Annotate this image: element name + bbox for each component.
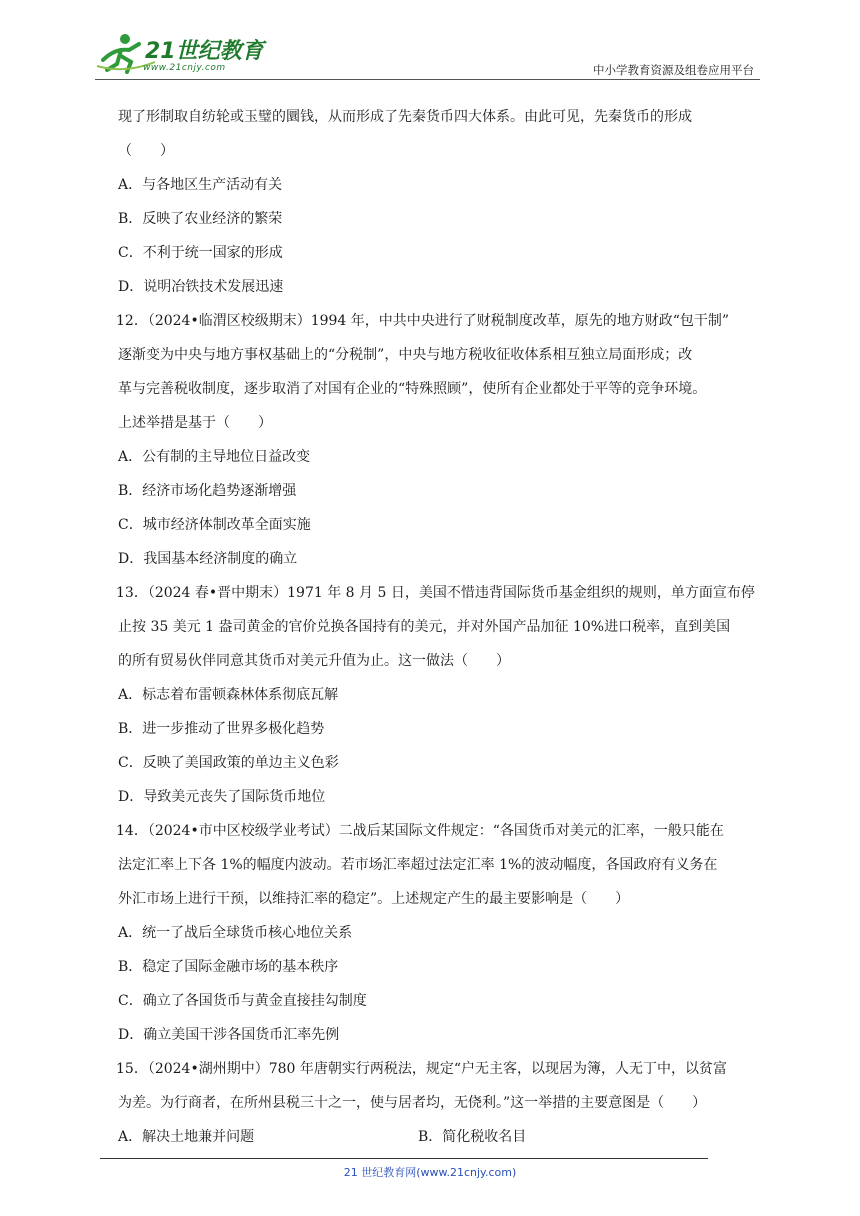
site-logo[interactable]: [95, 30, 265, 76]
footer-link[interactable]: 21 世纪教育网(www.21cnjy.com): [343, 1166, 517, 1179]
q11-option-a[interactable]: A．与各地区生产活动有关: [118, 177, 283, 193]
q11-option-b[interactable]: B．反映了农业经济的繁荣: [118, 211, 283, 227]
platform-name: 中小学教育资源及组卷应用平台: [593, 63, 754, 77]
q14-option-c[interactable]: C．确立了各国货币与黄金直接挂勾制度: [118, 993, 367, 1009]
q12-stem-line: 逐渐变为中央与地方事权基础上的“分税制”，中央与地方税收征收体系相互独立局面形成；改: [118, 347, 693, 363]
q12-option-a[interactable]: A．公有制的主导地位日益改变: [118, 449, 311, 465]
q12-option-b[interactable]: B．经济市场化趋势逐渐增强: [118, 483, 297, 499]
q12-option-d[interactable]: D．我国基本经济制度的确立: [118, 551, 298, 567]
logo-url: www.21cnjy.com: [143, 63, 226, 73]
q15-options-row: [118, 1120, 766, 1154]
q12-stem-line: 革与完善税收制度，逐步取消了对国有企业的“特殊照顾”，使所有企业都处于平等的竞争环境。: [118, 381, 707, 397]
q11-answer-paren: （ ）: [118, 143, 174, 159]
q13-option-a[interactable]: A．标志着布雷顿森林体系彻底瓦解: [118, 687, 339, 703]
q13-option-d[interactable]: D．导致美元丧失了国际货币地位: [118, 789, 326, 805]
q13-stem-line: 止按 35 美元 1 盎司黄金的官价兑换各国持有的美元，并对外国产品加征 10%进口税率，直到美国: [118, 619, 731, 635]
q13-stem-line: 13．（2024 春•晋中期末）1971 年 8 月 5 日，美国不惜违背国际货币基金组织的规则，单方面宣布停: [116, 585, 755, 601]
q11-text-line: 现了形制取自纺轮或玉璧的圜钱，从而形成了先秦货币四大体系。由此可见，先秦货币的形成: [118, 109, 692, 125]
logo-text: 21世纪教育: [145, 39, 264, 64]
q12-option-c[interactable]: C．城市经济体制改革全面实施: [118, 517, 311, 533]
q14-option-a[interactable]: A．统一了战后全球货币核心地位关系: [118, 925, 353, 941]
page-header: [95, 30, 760, 82]
q15-stem-line: 为差。为行商者，在所州县税三十之一，使与居者均，无侥利。”这一举措的主要意图是（ ）: [118, 1095, 707, 1111]
q13-option-c[interactable]: C．反映了美国政策的单边主义色彩: [118, 755, 339, 771]
q13-option-b[interactable]: B．进一步推动了世界多极化趋势: [118, 721, 325, 737]
q12-stem-line: 上述举措是基于（ ）: [118, 415, 272, 431]
q11-option-c[interactable]: C．不利于统一国家的形成: [118, 245, 283, 261]
q15-stem-line: 15．（2024•湖州期中）780 年唐朝实行两税法，规定“户无主客，以现居为簿，人无丁中，以贫富: [116, 1061, 728, 1077]
q13-stem-line: 的所有贸易伙伴同意其货币对美元升值为止。这一做法（ ）: [118, 653, 510, 669]
question-body: [118, 100, 766, 1154]
q14-option-b[interactable]: B．稳定了国际金融市场的基本秩序: [118, 959, 339, 975]
footer-divider: [100, 1158, 708, 1159]
header-divider: [95, 79, 760, 80]
q11-option-d[interactable]: D．说明冶铁技术发展迅速: [118, 279, 284, 295]
q15-option-a[interactable]: A．解决土地兼并问题: [118, 1129, 255, 1145]
q14-stem-line: 14．（2024•市中区校级学业考试）二战后某国际文件规定：“各国货币对美元的汇率，一般只能在: [116, 823, 724, 839]
q12-stem-line: 12．（2024•临渭区校级期末）1994 年，中共中央进行了财税制度改革，原先的地方财政“包干制”: [116, 313, 730, 329]
q14-option-d[interactable]: D．确立美国干涉各国货币汇率先例: [118, 1027, 340, 1043]
q14-stem-line: 外汇市场上进行干预，以维持汇率的稳定”。上述规定产生的最主要影响是（ ）: [118, 891, 630, 907]
q15-option-b[interactable]: B．简化税收名目: [418, 1129, 527, 1145]
q14-stem-line: 法定汇率上下各 1%的幅度内波动。若市场汇率超过法定汇率 1%的波动幅度，各国政府有义务在: [118, 857, 718, 873]
